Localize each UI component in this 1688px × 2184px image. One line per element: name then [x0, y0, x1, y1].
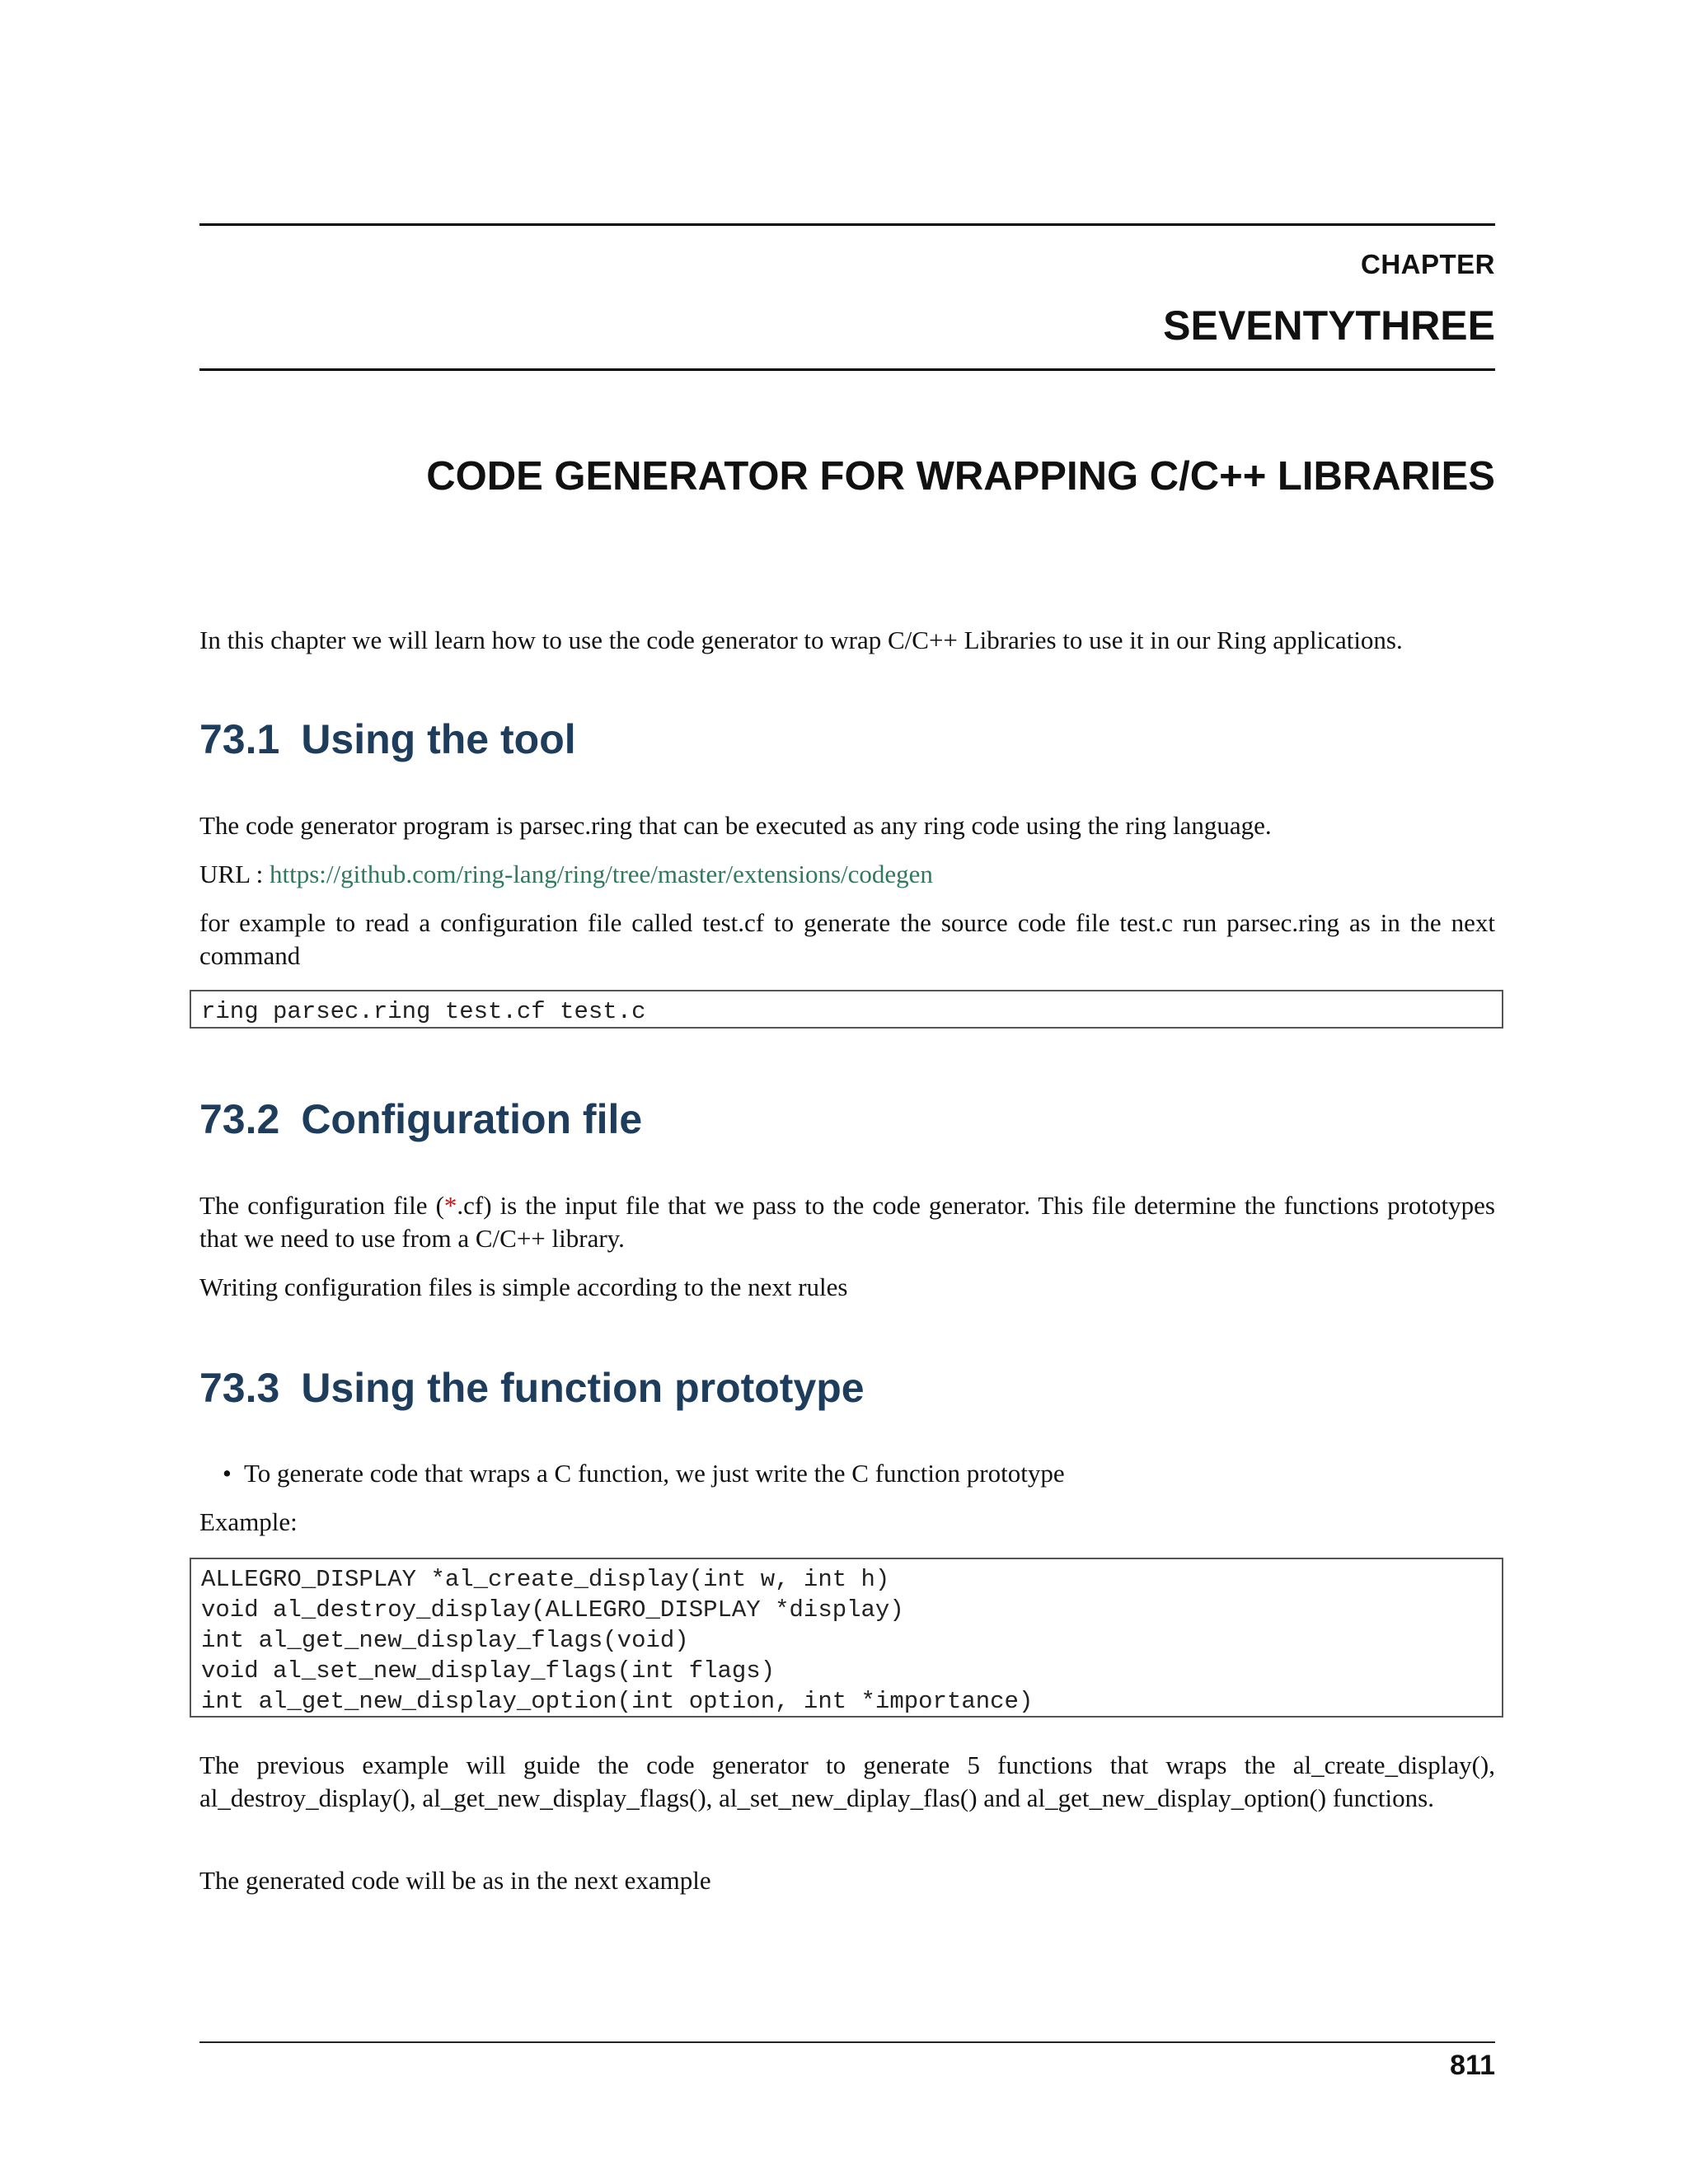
codegen-url-link[interactable]: https://github.com/ring-lang/ring/tree/master/extensions/codegen [269, 860, 933, 888]
code-block-prototypes [190, 1558, 1503, 1718]
section-number: 73.2 [199, 1096, 280, 1142]
chapter-top-rule [199, 223, 1495, 226]
text-fragment: The configuration file ( [199, 1191, 444, 1220]
list-item-text: To generate code that wraps a C function, we just write the C function prototype [244, 1459, 1065, 1488]
section-heading-73-2 [199, 1095, 642, 1143]
section-title: Configuration file [301, 1096, 643, 1142]
footer-rule [199, 2041, 1495, 2043]
chapter-bottom-rule [199, 368, 1495, 371]
section-heading-73-1 [199, 715, 576, 763]
example-label: Example: [199, 1507, 298, 1536]
chapter-title: CODE GENERATOR FOR WRAPPING C/C++ LIBRARIES [426, 454, 1495, 499]
code-line: ALLEGRO_DISPLAY *al_create_display(int w, int h) [201, 1566, 890, 1593]
asterisk-glyph: * [443, 1191, 457, 1220]
intro-paragraph: In this chapter we will learn how to use the code generator to wrap C/C++ Libraries to use it in our Ring applications. [199, 626, 1403, 654]
section-title: Using the tool [301, 716, 576, 762]
url-label: URL : [199, 860, 270, 888]
code-line: void al_destroy_display(ALLEGRO_DISPLAY *display) [201, 1596, 904, 1624]
code-line: void al_set_new_display_flags(int flags) [201, 1657, 776, 1685]
paragraph: for example to read a configuration file called test.cf to generate the source code file test.c run parsec.ring as in the next command [199, 908, 1495, 970]
section-title: Using the function prototype [301, 1365, 865, 1411]
url-paragraph [199, 858, 1495, 891]
section-heading-73-3 [199, 1364, 865, 1412]
code-line: ring parsec.ring test.cf test.c [201, 998, 646, 1025]
paragraph: The generated code will be as in the next example [199, 1866, 711, 1895]
paragraph: The code generator program is parsec.ring that can be executed as any ring code using the ring language. [199, 811, 1272, 840]
list-item [223, 1457, 1480, 1490]
section-number: 73.1 [199, 716, 280, 762]
section-number: 73.3 [199, 1365, 280, 1411]
bullet-icon: • [223, 1459, 232, 1488]
code-line: int al_get_new_display_flags(void) [201, 1627, 689, 1654]
paragraph: The previous example will guide the code generator to generate 5 functions that wraps the al_create_display(), al_destroy_display(), al_get_new_display_flags(), al_set_new_diplay_flas() and al_get_new_display_option() functions. [199, 1750, 1495, 1812]
chapter-number: SEVENTYTHREE [1163, 302, 1495, 349]
code-line: int al_get_new_display_option(int option, int *importance) [201, 1688, 1034, 1715]
page-number: 811 [1450, 2050, 1495, 2081]
paragraph [199, 1189, 1495, 1255]
chapter-label: CHAPTER [1360, 249, 1495, 279]
code-block-command [190, 990, 1503, 1029]
paragraph: Writing configuration files is simple according to the next rules [199, 1272, 848, 1301]
text-fragment: .cf) is the input file that we pass to the code generator. This file determine the functions prototypes that we need to use from a C/C++ library. [199, 1191, 1495, 1253]
